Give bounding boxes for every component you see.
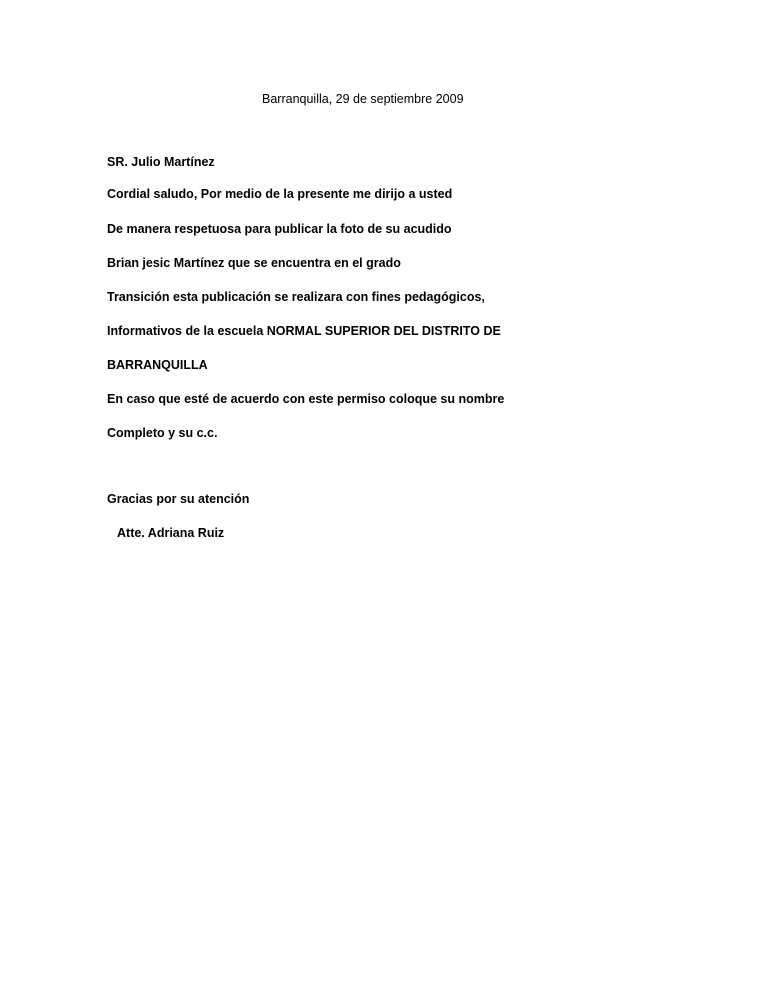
body-line-7: En caso que esté de acuerdo con este permiso coloque su nombre [107,392,505,406]
body-line-3: Brian jesic Martínez que se encuentra en el grado [107,256,401,270]
body-line-2: De manera respetuosa para publicar la foto de su acudido [107,222,452,236]
date-line: Barranquilla, 29 de septiembre 2009 [262,92,464,106]
body-line-4: Transición esta publicación se realizara con fines pedagógicos, [107,290,485,304]
signature-line: Atte. Adriana Ruiz [117,526,225,540]
closing-line: Gracias por su atención [107,492,250,506]
recipient-line: SR. Julio Martínez [107,155,215,169]
body-line-5: Informativos de la escuela NORMAL SUPERIOR DEL DISTRITO DE [107,324,501,338]
body-line-8: Completo y su c.c. [107,426,218,440]
body-line-1: Cordial saludo, Por medio de la presente me dirijo a usted [107,187,453,201]
body-line-6: BARRANQUILLA [107,358,208,372]
